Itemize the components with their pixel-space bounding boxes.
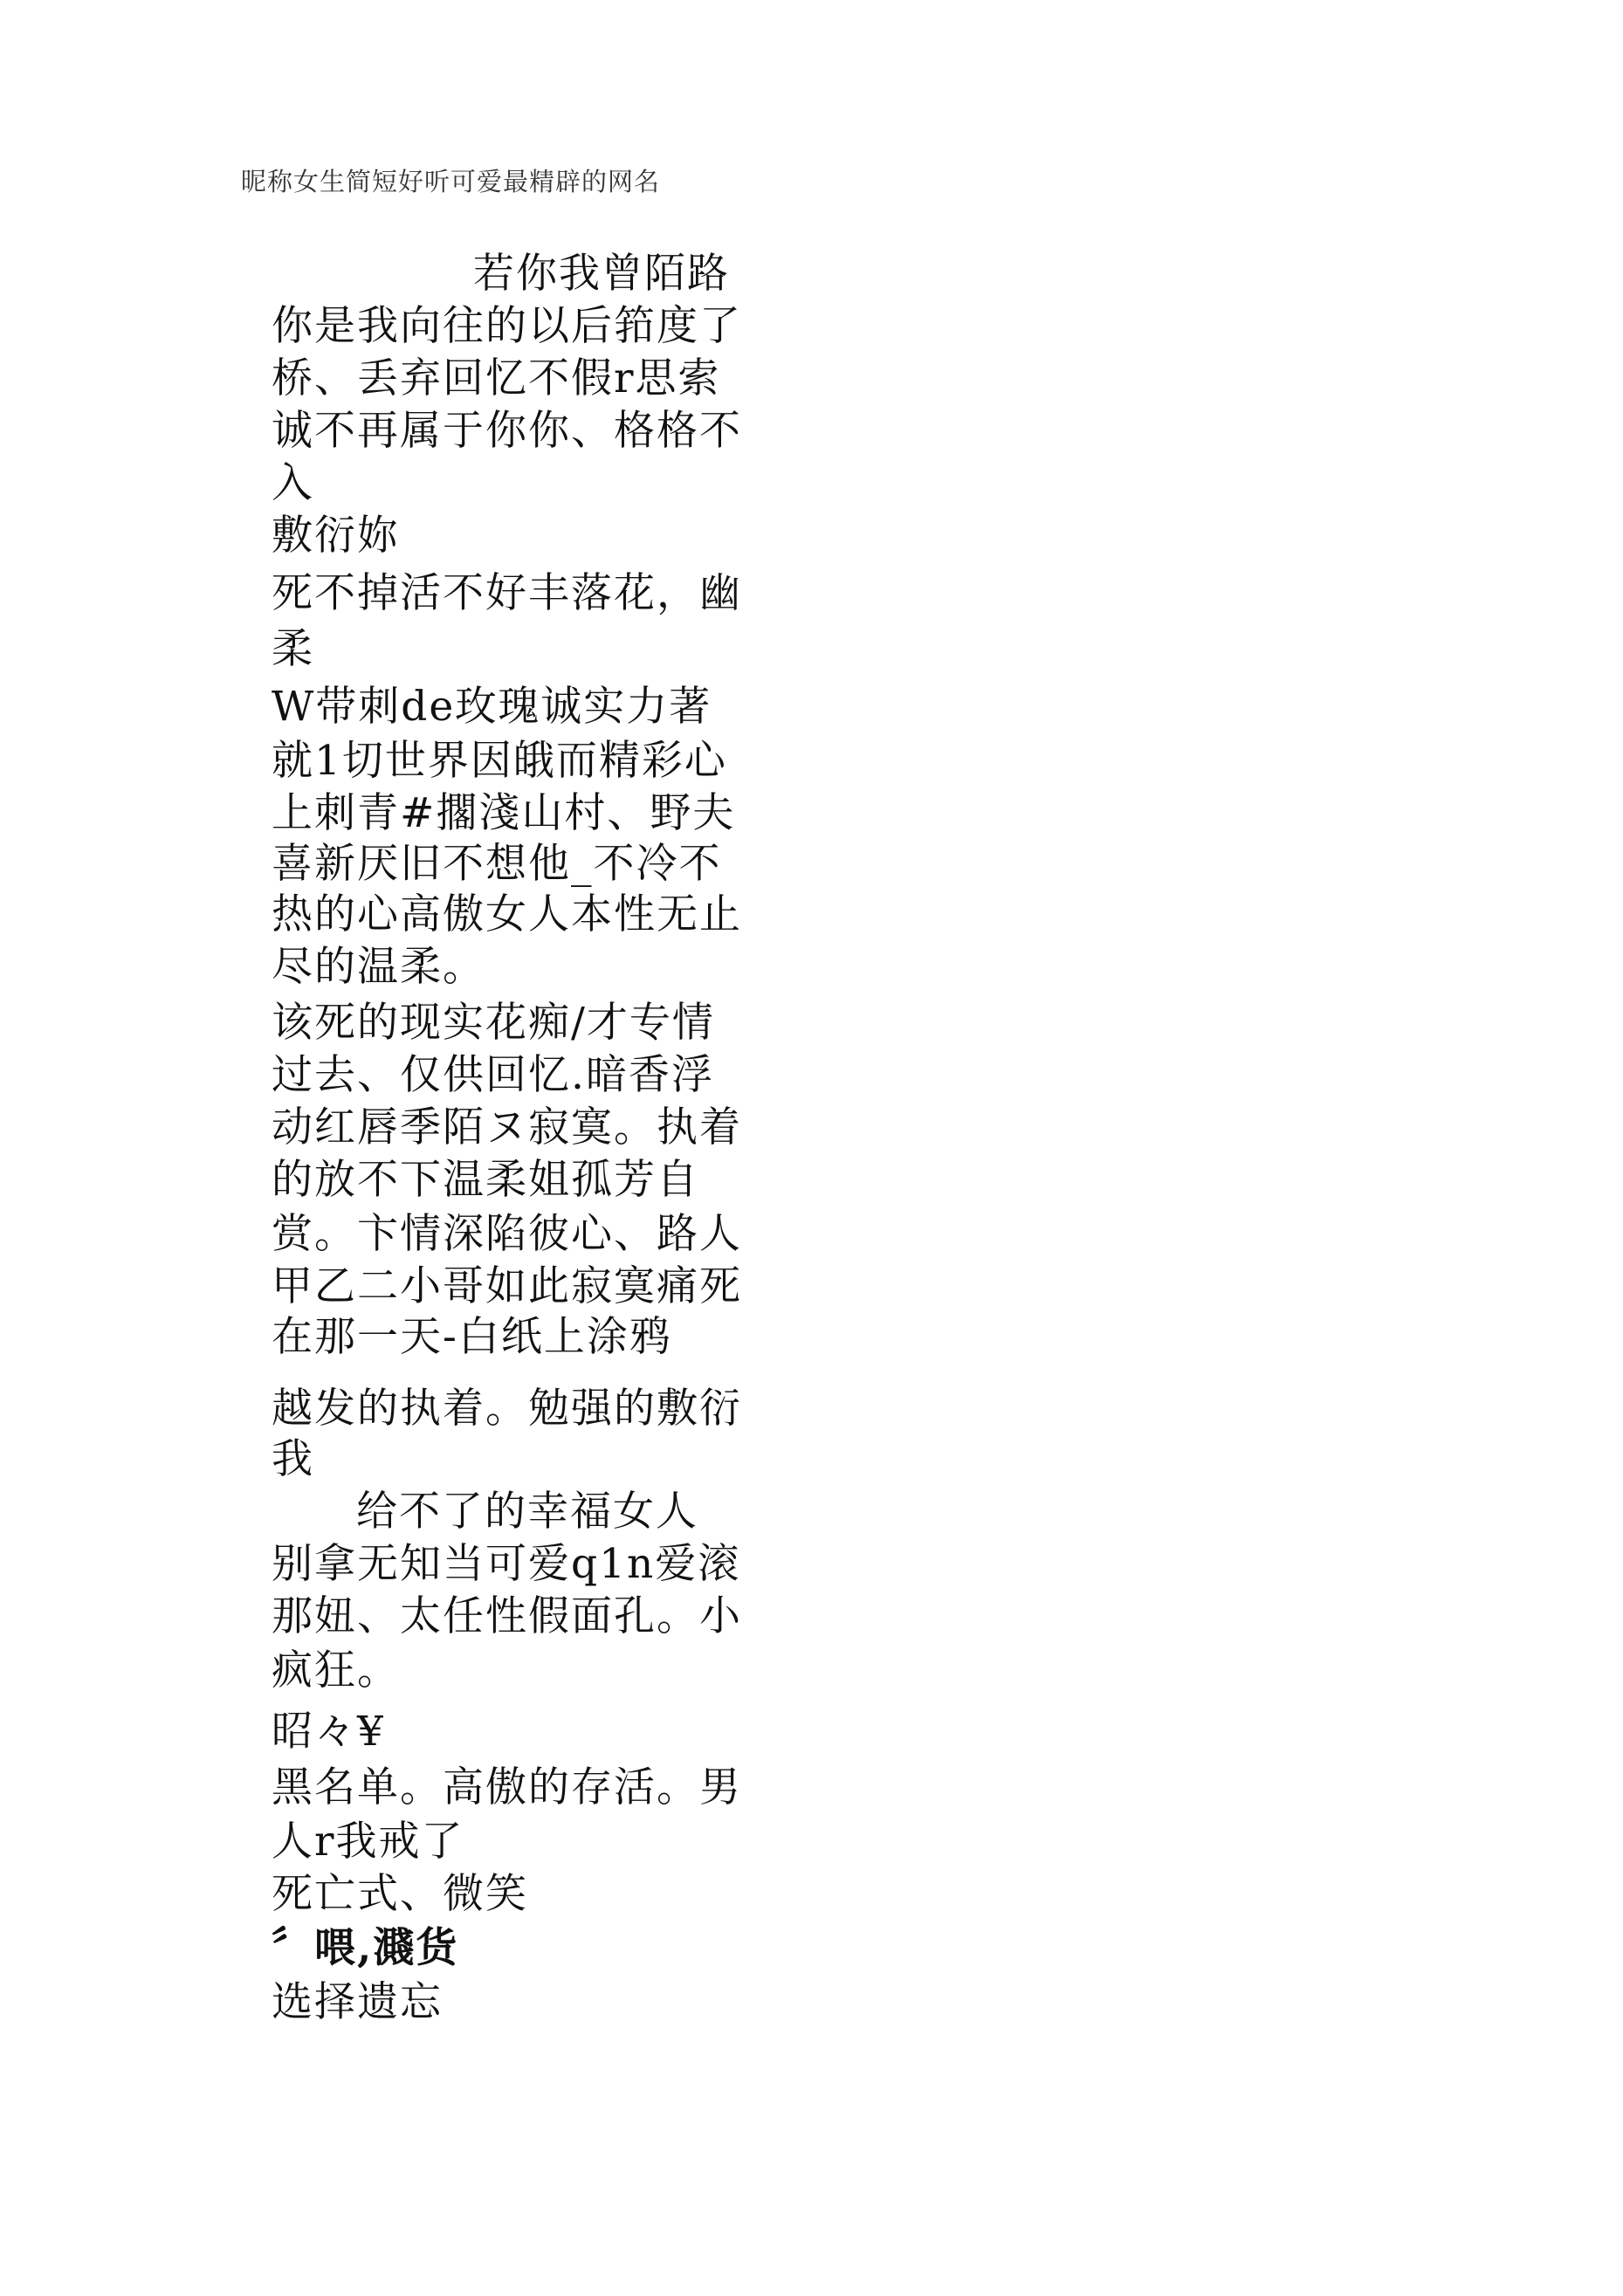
text-line: 的放不下温柔姐孤芳自 [272, 1156, 699, 1204]
text-line: 桥、丢弃回忆不假r思索 [272, 354, 721, 402]
text-line: 那妞、太任性假面孔。小 [272, 1592, 742, 1640]
text-line: 喜新厌旧不想他_不冷不 [272, 840, 722, 888]
text-line: 〞喂,濺货 [272, 1924, 459, 1972]
text-line: 动红唇季陌ヌ寂寞。执着 [272, 1103, 742, 1151]
text-line: 别拿无知当可爱q1n爱滚 [272, 1540, 741, 1588]
text-line: 诚不再属于你你、格格不 [272, 407, 742, 455]
text-line: 上刺青#擱淺山村、野夫 [272, 789, 736, 837]
text-line: 该死的现实花痴/才专情 [272, 999, 715, 1047]
text-line: 入 [272, 459, 314, 507]
text-line: W带刺de玫瑰诚实力著 [272, 683, 712, 731]
text-line: 柔 [272, 625, 314, 673]
text-line: 越发的执着。勉强的敷衍 [272, 1385, 742, 1433]
text-line: 在那一天-白纸上涂鸦 [272, 1313, 672, 1361]
text-line: 选择遗忘 [272, 1978, 443, 2026]
text-line: 你是我向往的以后筘度了 [272, 302, 742, 350]
text-line: 我 [272, 1435, 314, 1483]
document-title: 昵称女生简短好听可爱最精辟的网名 [241, 167, 661, 196]
text-line: 人r我戒了 [272, 1818, 464, 1866]
text-line: 昭々¥ [272, 1708, 385, 1756]
text-line: 给不了的幸福女人 [356, 1488, 698, 1536]
text-line: 死不掉活不好丰落花，幽 [272, 569, 742, 617]
text-line: 若你我曾陌路 [473, 250, 730, 298]
text-line: 就1切世界因皒而精彩心 [272, 737, 727, 785]
text-line: 疯狂。 [272, 1646, 400, 1695]
text-line: 甲乙二小哥如此寂寞痛死 [272, 1262, 742, 1310]
text-line: 赏。卞情深陷彼心、路人 [272, 1210, 742, 1258]
text-line: 过去、仅供回忆.暗香浮 [272, 1051, 714, 1099]
text-line: 死亡式、微笑 [272, 1870, 528, 1918]
text-line: 黑名单。高傲的存活。男 [272, 1763, 742, 1811]
text-line: 尽的温柔。 [272, 943, 485, 991]
text-line: 热的心高傲女人本性无止 [272, 890, 742, 938]
text-line: 敷衍妳 [272, 512, 400, 560]
